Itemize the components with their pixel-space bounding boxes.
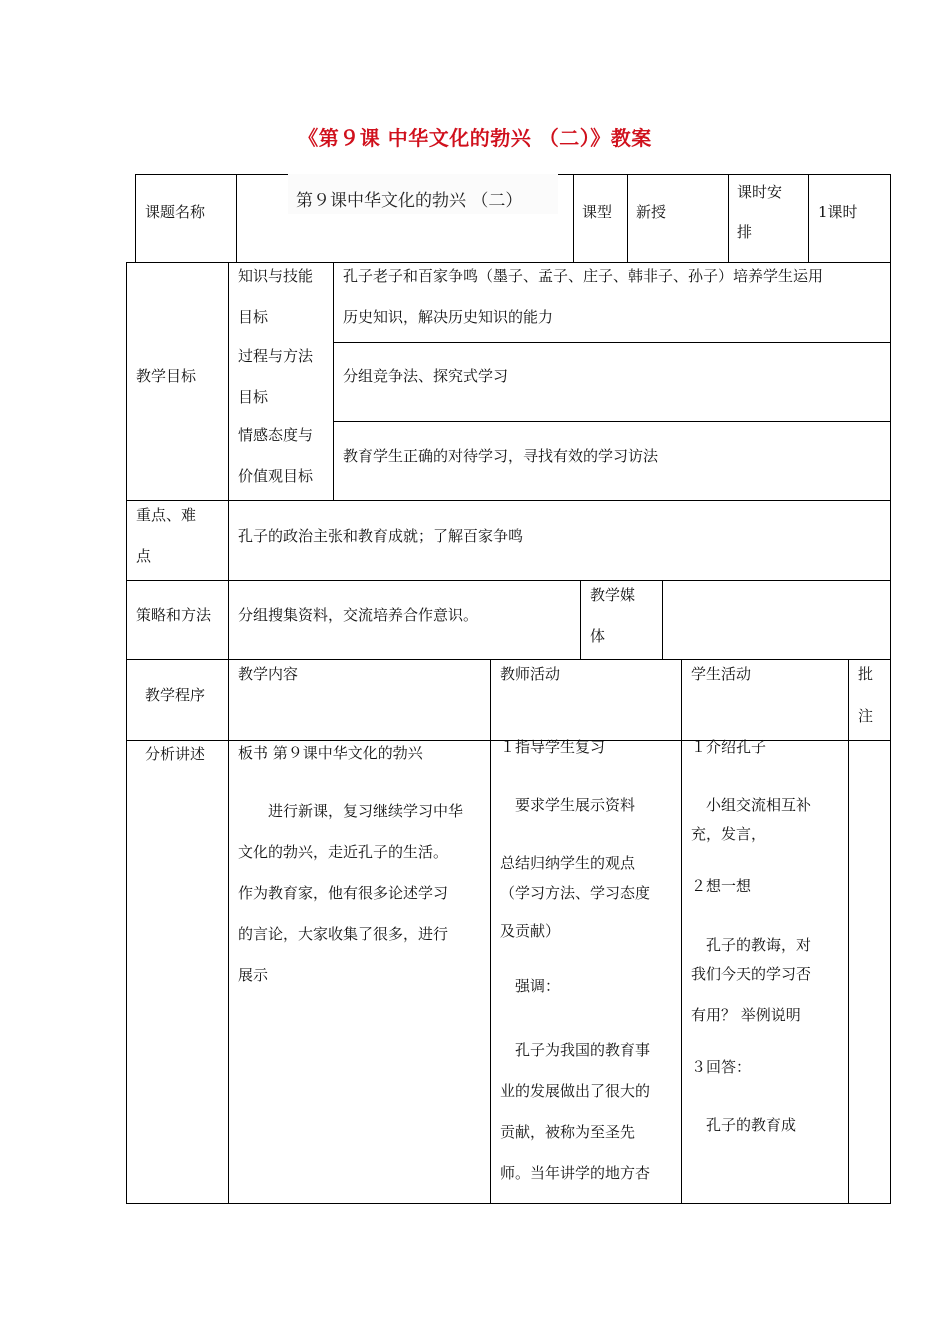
note-header-line2: 注 — [858, 707, 874, 725]
table-line — [126, 262, 127, 1204]
teacher-line: 孔子为我国的教育事 — [500, 1040, 651, 1059]
teacher-line: （学习方法、学习态度 — [500, 883, 651, 902]
row-label: 分析讲述 — [145, 745, 206, 763]
hours-label-line2: 排 — [737, 223, 753, 241]
teacher-line: 要求学生展示资料 — [500, 796, 636, 815]
key-points-label-line2: 点 — [136, 547, 152, 565]
emotion-label-line1: 情感态度与 — [238, 426, 314, 444]
teacher-line — [500, 762, 678, 791]
hours-label-line1: 课时安 — [737, 183, 783, 201]
table-line — [580, 580, 581, 660]
teacher-line: 强调： — [500, 976, 561, 995]
content-line: 的言论，大家收集了很多，进行 — [238, 925, 449, 943]
emotion-label-line2: 价值观目标 — [238, 467, 314, 485]
student-line — [691, 1036, 846, 1053]
content-column — [238, 733, 486, 996]
student-line: 有用？ 举例说明 — [691, 1005, 801, 1024]
table-line — [890, 262, 891, 1204]
student-line — [691, 855, 846, 872]
student-line — [691, 1082, 846, 1111]
student-line — [691, 902, 846, 931]
media-label-line1: 教学媒 — [590, 586, 636, 604]
table-line — [236, 174, 237, 262]
topic-value: 第９课中华文化的勃兴 （二） — [296, 191, 523, 211]
content-header: 教学内容 — [238, 665, 299, 683]
table-line — [135, 174, 136, 262]
table-line — [573, 174, 574, 262]
teacher-line — [500, 948, 678, 972]
content-line: 板书 第９课中华文化的勃兴 — [238, 744, 423, 762]
table-line — [126, 262, 891, 263]
goals-label: 教学目标 — [136, 367, 197, 385]
process-label-line2: 目标 — [238, 388, 269, 406]
student-line: 小组交流相互补 — [691, 796, 812, 815]
teacher-line: 师。当年讲学的地方杏 — [500, 1163, 651, 1182]
student-line: ２想一想 — [691, 877, 752, 896]
table-line — [333, 421, 891, 422]
hours-value: 1课时 — [818, 203, 858, 221]
teacher-line: 贡献，被称为至圣先 — [500, 1122, 636, 1141]
student-column — [691, 733, 846, 1140]
student-header: 学生活动 — [691, 665, 752, 683]
student-line: 孔子的教育成 — [691, 1116, 797, 1135]
student-line — [691, 762, 846, 791]
teacher-line: 总结归纳学生的观点 — [500, 854, 636, 873]
teacher-column — [500, 733, 678, 1194]
key-points-text: 孔子的政治主张和教育成就；了解百家争鸣 — [238, 527, 524, 545]
type-value: 新授 — [636, 203, 667, 221]
topic-label: 课题名称 — [145, 203, 206, 221]
teacher-line: 及贡献） — [500, 921, 561, 940]
content-line: 展示 — [238, 966, 269, 984]
teacher-line — [500, 820, 678, 849]
key-points-label-line1: 重点、难 — [136, 506, 197, 524]
emotion-text: 教育学生正确的对待学习，寻找有效的学习访法 — [343, 447, 659, 465]
table-line — [126, 500, 891, 501]
student-line: 孔子的教诲，对 — [691, 935, 812, 954]
teacher-header: 教师活动 — [500, 665, 561, 683]
table-line — [890, 174, 891, 262]
content-line: 文化的勃兴，走近孔子的生活。 — [238, 843, 449, 861]
strategy-label: 策略和方法 — [136, 606, 212, 624]
table-line — [126, 659, 891, 660]
process-text: 分组竞争法、探究式学习 — [343, 367, 509, 385]
content-line: 作为教育家，他有很多论述学习 — [238, 884, 449, 902]
procedure-label: 教学程序 — [145, 686, 206, 704]
teacher-line — [500, 1001, 678, 1030]
content-line: 进行新课，复习继续学习中华 — [238, 802, 464, 820]
knowledge-label-line2: 目标 — [238, 308, 269, 326]
student-line: １介绍孔子 — [691, 738, 767, 756]
document-title: 《第９课 中华文化的勃兴 （二）》教案 — [298, 126, 652, 150]
knowledge-text-line1: 孔子老子和百家争鸣（墨子、孟子、庄子、韩非子、孙子）培养学生运用 — [343, 267, 824, 285]
table-line — [333, 342, 891, 343]
table-line — [728, 174, 729, 262]
process-label-line1: 过程与方法 — [238, 347, 314, 365]
table-line — [627, 174, 628, 262]
type-label: 课型 — [582, 203, 613, 221]
teacher-line: 业的发展做出了很大的 — [500, 1081, 651, 1100]
strategy-text: 分组搜集资料，交流培养合作意识。 — [238, 606, 479, 624]
table-line — [126, 580, 891, 581]
knowledge-text-line2: 历史知识，解决历史知识的能力 — [343, 308, 554, 326]
teacher-line: １指导学生复习 — [500, 738, 606, 756]
student-line: 我们今天的学习否 — [691, 964, 812, 983]
knowledge-label-line1: 知识与技能 — [238, 267, 314, 285]
note-header-line1: 批 — [858, 665, 874, 683]
table-line — [333, 262, 334, 500]
student-line: ３回答： — [691, 1057, 752, 1076]
table-line — [126, 1203, 891, 1204]
table-line — [662, 580, 663, 660]
table-line — [808, 174, 809, 262]
student-line: 充，发言， — [691, 825, 767, 844]
media-label-line2: 体 — [590, 627, 606, 645]
